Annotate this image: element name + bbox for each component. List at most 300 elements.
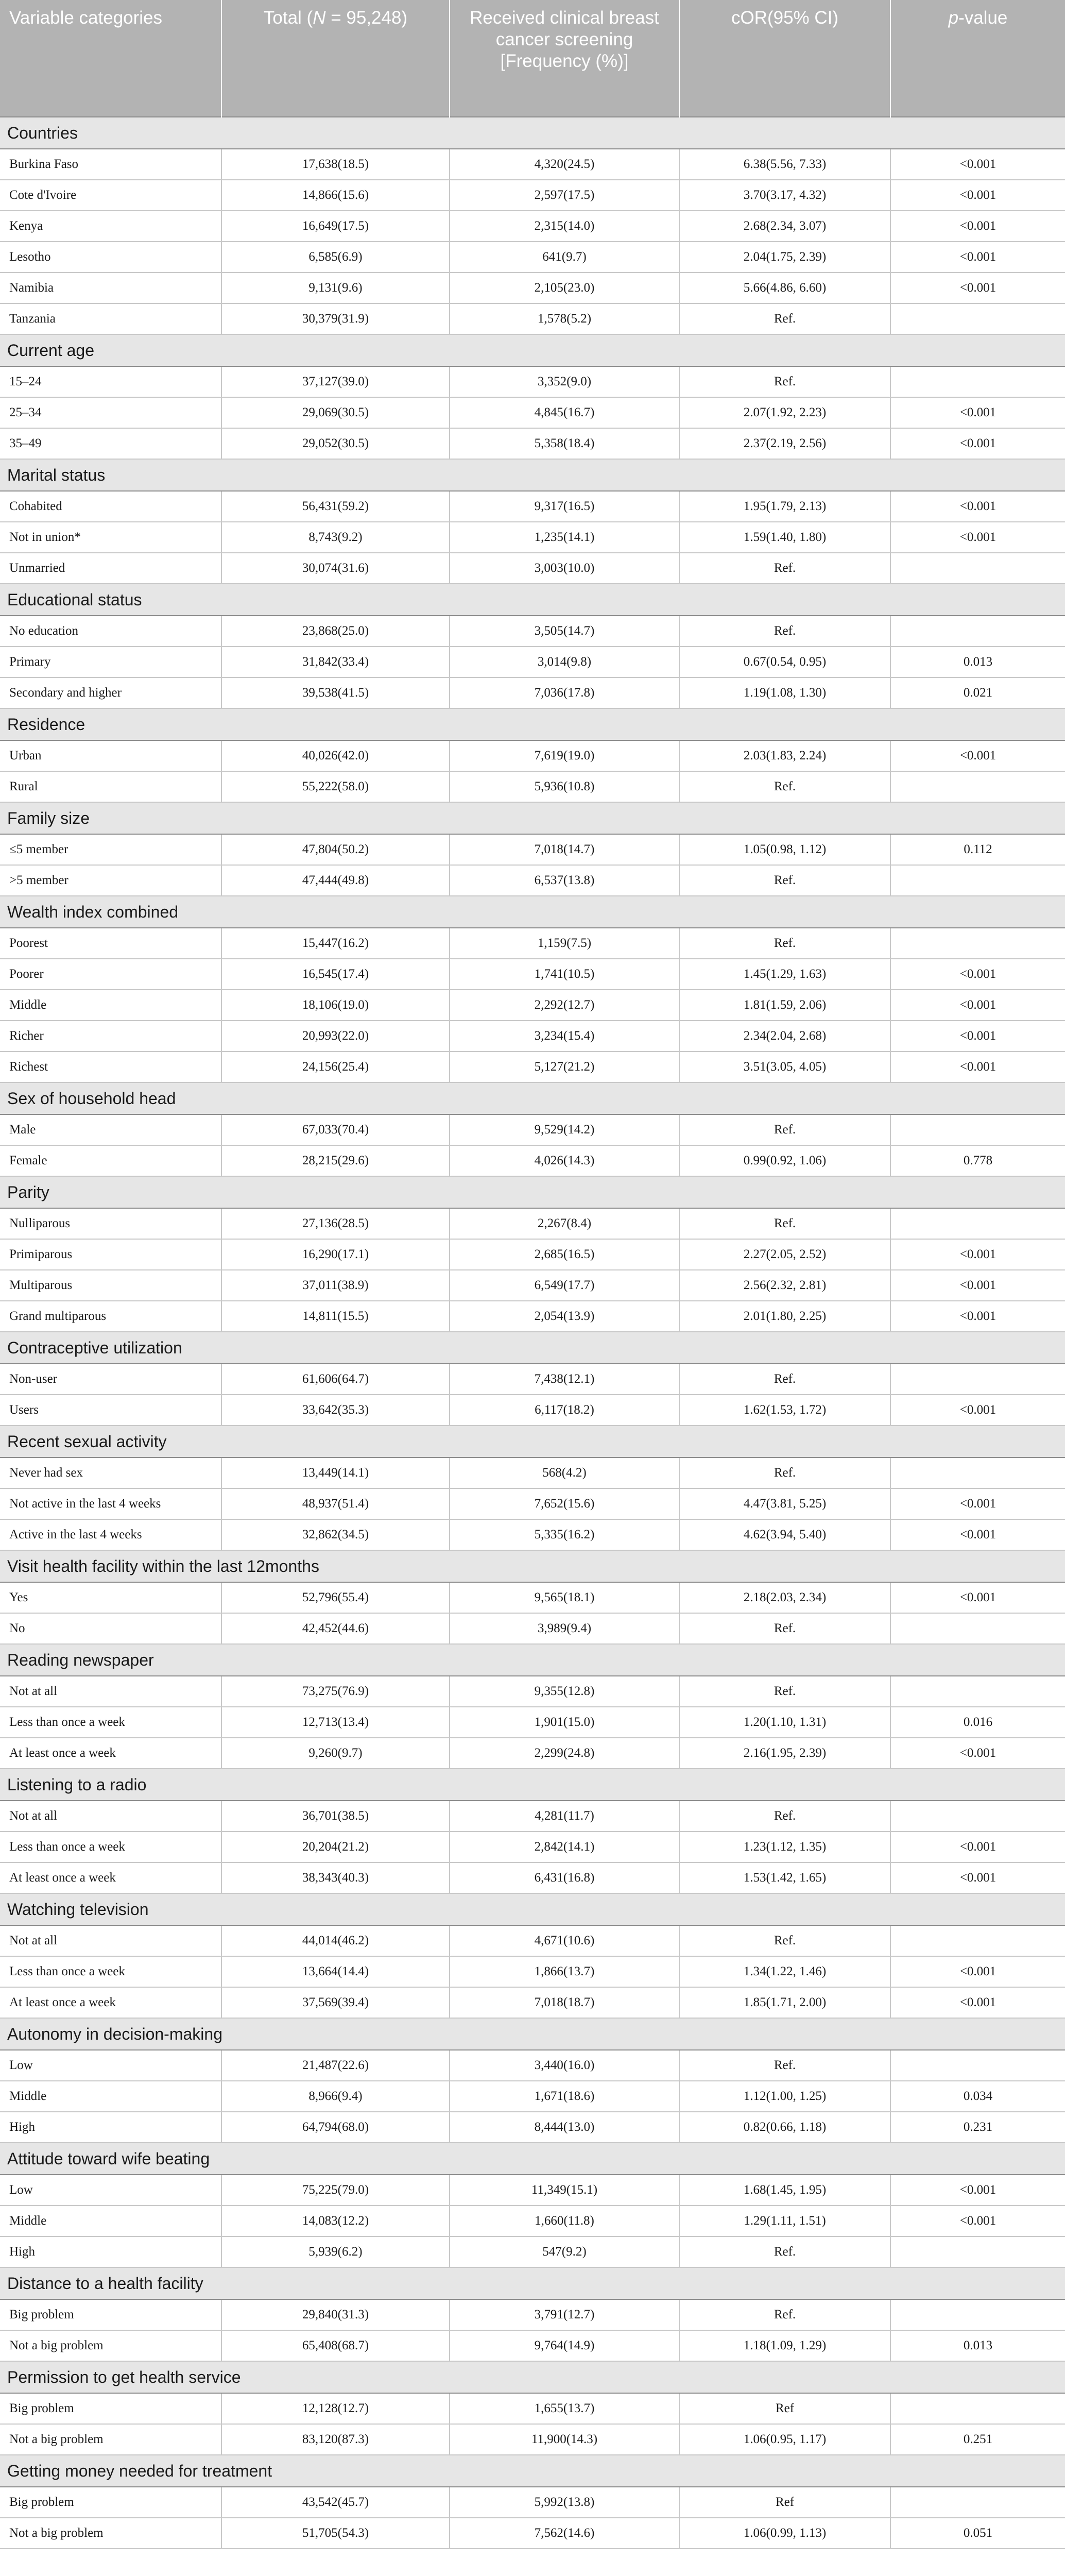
category-title: Marital status <box>0 459 1065 491</box>
cell-received: 4,281(11.7) <box>450 1801 679 1832</box>
cell-total: 48,937(51.4) <box>221 1488 450 1519</box>
cell-received: 9,565(18.1) <box>450 1582 679 1613</box>
cell-variable: Rural <box>0 771 221 802</box>
cell-cor: 4.47(3.81, 5.25) <box>679 1488 890 1519</box>
cell-cor: Ref. <box>679 1801 890 1832</box>
category-row <box>0 1769 1065 1801</box>
cell-variable: Urban <box>0 740 221 771</box>
cell-received: 547(9.2) <box>450 2236 679 2267</box>
cell-total: 8,743(9.2) <box>221 522 450 553</box>
cell-cor: 1.85(1.71, 2.00) <box>679 1987 890 2018</box>
table-row <box>0 2112 1065 2143</box>
cell-received: 3,505(14.7) <box>450 616 679 647</box>
header-cor: cOR(95% CI) <box>679 0 890 117</box>
cell-total: 28,215(29.6) <box>221 1145 450 1176</box>
cell-total: 23,868(25.0) <box>221 616 450 647</box>
cell-variable: Active in the last 4 weeks <box>0 1519 221 1550</box>
table-row <box>0 242 1065 273</box>
header-received: Received clinical breast cancer screening [Frequency (%)] <box>450 0 679 117</box>
cell-p-value: <0.001 <box>890 1239 1065 1270</box>
table-row <box>0 1021 1065 1052</box>
cell-variable: At least once a week <box>0 1987 221 2018</box>
header-variable: Variable categories <box>0 0 221 117</box>
cell-p-value: <0.001 <box>890 180 1065 211</box>
table-row <box>0 1676 1065 1707</box>
table-row <box>0 397 1065 428</box>
cell-p-value <box>890 928 1065 959</box>
cell-p-value: <0.001 <box>890 273 1065 303</box>
cell-p-value: <0.001 <box>890 1956 1065 1987</box>
cell-p-value <box>890 2393 1065 2424</box>
cell-received: 11,349(15.1) <box>450 2175 679 2206</box>
table-row <box>0 1862 1065 1893</box>
cell-total: 56,431(59.2) <box>221 491 450 522</box>
cell-received: 1,235(14.1) <box>450 522 679 553</box>
category-row <box>0 708 1065 740</box>
category-title: Autonomy in decision-making <box>0 2018 1065 2050</box>
cell-variable: Less than once a week <box>0 1707 221 1738</box>
cell-p-value: <0.001 <box>890 740 1065 771</box>
cell-received: 1,159(7.5) <box>450 928 679 959</box>
cell-total: 14,083(12.2) <box>221 2206 450 2236</box>
cell-received: 5,936(10.8) <box>450 771 679 802</box>
table-row <box>0 2518 1065 2549</box>
cell-p-value <box>890 1208 1065 1239</box>
cell-cor: 1.06(0.95, 1.17) <box>679 2424 890 2455</box>
cell-p-value <box>890 1801 1065 1832</box>
cell-p-value <box>890 553 1065 584</box>
cell-variable: Never had sex <box>0 1458 221 1488</box>
cell-cor: 2.03(1.83, 2.24) <box>679 740 890 771</box>
cell-cor: 1.19(1.08, 1.30) <box>679 677 890 708</box>
cell-cor: 2.34(2.04, 2.68) <box>679 1021 890 1052</box>
category-row <box>0 802 1065 834</box>
cell-total: 47,444(49.8) <box>221 865 450 896</box>
cell-received: 1,901(15.0) <box>450 1707 679 1738</box>
cell-total: 37,569(39.4) <box>221 1987 450 2018</box>
cell-variable: 25–34 <box>0 397 221 428</box>
cell-variable: Big problem <box>0 2487 221 2518</box>
cell-cor: 2.16(1.95, 2.39) <box>679 1738 890 1769</box>
cell-received: 4,320(24.5) <box>450 149 679 180</box>
cell-total: 37,127(39.0) <box>221 366 450 397</box>
table-row <box>0 211 1065 242</box>
cell-received: 7,619(19.0) <box>450 740 679 771</box>
cell-total: 21,487(22.6) <box>221 2050 450 2081</box>
cell-p-value: <0.001 <box>890 242 1065 273</box>
category-title: Educational status <box>0 584 1065 616</box>
cell-received: 2,299(24.8) <box>450 1738 679 1769</box>
cell-total: 29,840(31.3) <box>221 2299 450 2330</box>
cell-cor: 1.59(1.40, 1.80) <box>679 522 890 553</box>
cell-cor: 1.81(1.59, 2.06) <box>679 990 890 1021</box>
cell-cor: Ref. <box>679 1925 890 1956</box>
cell-variable: Middle <box>0 2206 221 2236</box>
cell-variable: Less than once a week <box>0 1956 221 1987</box>
header-p-value <box>890 0 1065 117</box>
category-title: Reading newspaper <box>0 1644 1065 1676</box>
cell-p-value: <0.001 <box>890 1052 1065 1082</box>
cell-total: 16,649(17.5) <box>221 211 450 242</box>
cell-total: 16,545(17.4) <box>221 959 450 990</box>
cell-received: 3,014(9.8) <box>450 647 679 677</box>
cell-p-value <box>890 2050 1065 2081</box>
table-row <box>0 303 1065 334</box>
cell-cor: Ref. <box>679 2236 890 2267</box>
header-total-suffix: = 95,248) <box>325 8 408 28</box>
cell-total: 18,106(19.0) <box>221 990 450 1021</box>
table-row <box>0 2393 1065 2424</box>
cell-received: 2,054(13.9) <box>450 1301 679 1332</box>
cell-variable: Low <box>0 2175 221 2206</box>
cell-p-value: <0.001 <box>890 1738 1065 1769</box>
cell-cor: 2.27(2.05, 2.52) <box>679 1239 890 1270</box>
table-body <box>0 117 1065 2549</box>
cell-p-value: <0.001 <box>890 1488 1065 1519</box>
category-row <box>0 1644 1065 1676</box>
table-row <box>0 865 1065 896</box>
cell-p-value <box>890 1114 1065 1145</box>
table-row <box>0 1832 1065 1862</box>
category-row <box>0 2267 1065 2299</box>
table-row <box>0 1239 1065 1270</box>
cell-cor: Ref. <box>679 1364 890 1395</box>
cell-total: 64,794(68.0) <box>221 2112 450 2143</box>
cell-variable: Female <box>0 1145 221 1176</box>
cell-total: 29,069(30.5) <box>221 397 450 428</box>
cell-variable: Richer <box>0 1021 221 1052</box>
category-row <box>0 1426 1065 1458</box>
cell-variable: Not a big problem <box>0 2330 221 2361</box>
table-row <box>0 1707 1065 1738</box>
cell-received: 1,655(13.7) <box>450 2393 679 2424</box>
cell-received: 11,900(14.3) <box>450 2424 679 2455</box>
cell-p-value: <0.001 <box>890 428 1065 459</box>
cell-received: 7,438(12.1) <box>450 1364 679 1395</box>
cell-cor: 0.82(0.66, 1.18) <box>679 2112 890 2143</box>
cell-received: 9,355(12.8) <box>450 1676 679 1707</box>
cell-total: 40,026(42.0) <box>221 740 450 771</box>
cell-variable: Namibia <box>0 273 221 303</box>
header-p-suffix: -value <box>958 8 1008 28</box>
table-row <box>0 180 1065 211</box>
table-row <box>0 1052 1065 1082</box>
table-row <box>0 273 1065 303</box>
table-row <box>0 1488 1065 1519</box>
cell-received: 5,358(18.4) <box>450 428 679 459</box>
cell-received: 4,845(16.7) <box>450 397 679 428</box>
cell-received: 9,317(16.5) <box>450 491 679 522</box>
cell-cor: Ref. <box>679 553 890 584</box>
table-row <box>0 616 1065 647</box>
cell-total: 14,866(15.6) <box>221 180 450 211</box>
category-title: Parity <box>0 1176 1065 1208</box>
cell-total: 30,379(31.9) <box>221 303 450 334</box>
cell-received: 9,529(14.2) <box>450 1114 679 1145</box>
table-row <box>0 2206 1065 2236</box>
cell-p-value: <0.001 <box>890 1301 1065 1332</box>
table-row <box>0 2175 1065 2206</box>
cell-p-value: <0.001 <box>890 522 1065 553</box>
cell-total: 6,585(6.9) <box>221 242 450 273</box>
category-title: Listening to a radio <box>0 1769 1065 1801</box>
cell-cor: 1.20(1.10, 1.31) <box>679 1707 890 1738</box>
cell-received: 1,866(13.7) <box>450 1956 679 1987</box>
cell-cor: Ref. <box>679 1458 890 1488</box>
cell-received: 2,315(14.0) <box>450 211 679 242</box>
cell-received: 641(9.7) <box>450 242 679 273</box>
cell-cor: 5.66(4.86, 6.60) <box>679 273 890 303</box>
cell-total: 33,642(35.3) <box>221 1395 450 1426</box>
cell-cor: 3.51(3.05, 4.05) <box>679 1052 890 1082</box>
category-title: Sex of household head <box>0 1082 1065 1114</box>
cell-p-value <box>890 1364 1065 1395</box>
cell-variable: Burkina Faso <box>0 149 221 180</box>
table-row <box>0 428 1065 459</box>
cell-variable: Less than once a week <box>0 1832 221 1862</box>
cell-p-value: <0.001 <box>890 2175 1065 2206</box>
cell-variable: High <box>0 2112 221 2143</box>
table-row <box>0 2299 1065 2330</box>
cell-total: 17,638(18.5) <box>221 149 450 180</box>
cell-p-value: <0.001 <box>890 397 1065 428</box>
cell-p-value: <0.001 <box>890 1832 1065 1862</box>
cell-p-value <box>890 1925 1065 1956</box>
cell-cor: 2.68(2.34, 3.07) <box>679 211 890 242</box>
cell-p-value: 0.778 <box>890 1145 1065 1176</box>
cell-variable: Not active in the last 4 weeks <box>0 1488 221 1519</box>
table-row <box>0 1519 1065 1550</box>
cell-total: 83,120(87.3) <box>221 2424 450 2455</box>
header-total-n: N <box>313 8 326 28</box>
cell-received: 2,685(16.5) <box>450 1239 679 1270</box>
cell-total: 61,606(64.7) <box>221 1364 450 1395</box>
cell-p-value: 0.016 <box>890 1707 1065 1738</box>
category-title: Getting money needed for treatment <box>0 2455 1065 2487</box>
cell-total: 31,842(33.4) <box>221 647 450 677</box>
table-row <box>0 834 1065 865</box>
cell-total: 13,664(14.4) <box>221 1956 450 1987</box>
cell-cor: 1.45(1.29, 1.63) <box>679 959 890 990</box>
cell-received: 5,127(21.2) <box>450 1052 679 1082</box>
table-row <box>0 677 1065 708</box>
cell-received: 6,431(16.8) <box>450 1862 679 1893</box>
cell-cor: Ref <box>679 2393 890 2424</box>
cell-total: 51,705(54.3) <box>221 2518 450 2549</box>
cell-cor: Ref. <box>679 1208 890 1239</box>
cell-p-value: <0.001 <box>890 1395 1065 1426</box>
cell-cor: 0.99(0.92, 1.06) <box>679 1145 890 1176</box>
cell-variable: Primary <box>0 647 221 677</box>
cell-cor: 2.01(1.80, 2.25) <box>679 1301 890 1332</box>
category-row <box>0 2143 1065 2175</box>
cell-cor: 2.56(2.32, 2.81) <box>679 1270 890 1301</box>
cell-variable: Poorest <box>0 928 221 959</box>
cell-cor: 4.62(3.94, 5.40) <box>679 1519 890 1550</box>
cell-p-value: <0.001 <box>890 491 1065 522</box>
cell-p-value: <0.001 <box>890 2206 1065 2236</box>
table-row <box>0 2424 1065 2455</box>
cell-total: 12,128(12.7) <box>221 2393 450 2424</box>
cell-variable: At least once a week <box>0 1738 221 1769</box>
cell-variable: Unmarried <box>0 553 221 584</box>
cell-variable: 35–49 <box>0 428 221 459</box>
cell-variable: Middle <box>0 2081 221 2112</box>
cell-total: 43,542(45.7) <box>221 2487 450 2518</box>
category-title: Permission to get health service <box>0 2361 1065 2393</box>
cell-received: 7,652(15.6) <box>450 1488 679 1519</box>
table-row <box>0 740 1065 771</box>
cell-cor: 1.68(1.45, 1.95) <box>679 2175 890 2206</box>
table-row <box>0 1738 1065 1769</box>
cell-variable: >5 member <box>0 865 221 896</box>
cell-variable: ≤5 member <box>0 834 221 865</box>
cell-received: 2,292(12.7) <box>450 990 679 1021</box>
cell-received: 7,036(17.8) <box>450 677 679 708</box>
cell-total: 9,131(9.6) <box>221 273 450 303</box>
cell-total: 55,222(58.0) <box>221 771 450 802</box>
cell-cor: Ref. <box>679 1613 890 1644</box>
cell-cor: 2.18(2.03, 2.34) <box>679 1582 890 1613</box>
cell-cor: Ref. <box>679 771 890 802</box>
cell-received: 5,335(16.2) <box>450 1519 679 1550</box>
cell-received: 2,597(17.5) <box>450 180 679 211</box>
cell-variable: Lesotho <box>0 242 221 273</box>
category-title: Family size <box>0 802 1065 834</box>
cell-total: 12,713(13.4) <box>221 1707 450 1738</box>
cell-variable: Cote d'Ivoire <box>0 180 221 211</box>
category-row <box>0 584 1065 616</box>
table-row <box>0 959 1065 990</box>
category-title: Distance to a health facility <box>0 2267 1065 2299</box>
cell-cor: 6.38(5.56, 7.33) <box>679 149 890 180</box>
cell-p-value <box>890 2487 1065 2518</box>
cell-variable: Poorer <box>0 959 221 990</box>
cell-variable: Multiparous <box>0 1270 221 1301</box>
cell-variable: Middle <box>0 990 221 1021</box>
table-row <box>0 1582 1065 1613</box>
cell-received: 9,764(14.9) <box>450 2330 679 2361</box>
cell-received: 2,267(8.4) <box>450 1208 679 1239</box>
cell-total: 5,939(6.2) <box>221 2236 450 2267</box>
cell-total: 39,538(41.5) <box>221 677 450 708</box>
category-title: Wealth index combined <box>0 896 1065 928</box>
category-row <box>0 2455 1065 2487</box>
cell-p-value <box>890 1676 1065 1707</box>
cell-received: 3,440(16.0) <box>450 2050 679 2081</box>
cell-cor: Ref. <box>679 616 890 647</box>
category-title: Countries <box>0 117 1065 149</box>
cell-variable: Male <box>0 1114 221 1145</box>
cell-total: 16,290(17.1) <box>221 1239 450 1270</box>
cell-total: 44,014(46.2) <box>221 1925 450 1956</box>
cell-received: 6,537(13.8) <box>450 865 679 896</box>
cell-variable: Cohabited <box>0 491 221 522</box>
cell-cor: 1.23(1.12, 1.35) <box>679 1832 890 1862</box>
cell-variable: Not at all <box>0 1676 221 1707</box>
cell-total: 73,275(76.9) <box>221 1676 450 1707</box>
category-row <box>0 334 1065 366</box>
table-row <box>0 1208 1065 1239</box>
table-row <box>0 771 1065 802</box>
cell-cor: Ref. <box>679 865 890 896</box>
category-title: Attitude toward wife beating <box>0 2143 1065 2175</box>
cell-p-value <box>890 366 1065 397</box>
cell-total: 47,804(50.2) <box>221 834 450 865</box>
cell-received: 6,549(17.7) <box>450 1270 679 1301</box>
cell-received: 7,018(14.7) <box>450 834 679 865</box>
cell-received: 2,842(14.1) <box>450 1832 679 1862</box>
table-row <box>0 491 1065 522</box>
table-row <box>0 1613 1065 1644</box>
cell-received: 4,026(14.3) <box>450 1145 679 1176</box>
header-p-letter: p <box>948 8 959 28</box>
cell-received: 2,105(23.0) <box>450 273 679 303</box>
category-title: Recent sexual activity <box>0 1426 1065 1458</box>
cell-p-value <box>890 1458 1065 1488</box>
cell-total: 8,966(9.4) <box>221 2081 450 2112</box>
cell-p-value <box>890 1613 1065 1644</box>
cell-p-value: 0.013 <box>890 2330 1065 2361</box>
cell-received: 1,741(10.5) <box>450 959 679 990</box>
cell-received: 4,671(10.6) <box>450 1925 679 1956</box>
cell-variable: 15–24 <box>0 366 221 397</box>
cell-received: 1,578(5.2) <box>450 303 679 334</box>
cell-total: 9,260(9.7) <box>221 1738 450 1769</box>
cell-variable: No education <box>0 616 221 647</box>
table-row <box>0 647 1065 677</box>
category-row <box>0 1176 1065 1208</box>
category-title: Residence <box>0 708 1065 740</box>
cell-cor: Ref. <box>679 303 890 334</box>
table-row <box>0 366 1065 397</box>
cell-cor: 2.07(1.92, 2.23) <box>679 397 890 428</box>
cell-variable: Primiparous <box>0 1239 221 1270</box>
cell-variable: Not a big problem <box>0 2518 221 2549</box>
cell-variable: Richest <box>0 1052 221 1082</box>
cell-received: 1,671(18.6) <box>450 2081 679 2112</box>
category-title: Current age <box>0 334 1065 366</box>
cell-variable: Not in union* <box>0 522 221 553</box>
cell-cor: 2.04(1.75, 2.39) <box>679 242 890 273</box>
cell-cor: 1.53(1.42, 1.65) <box>679 1862 890 1893</box>
cell-total: 32,862(34.5) <box>221 1519 450 1550</box>
cell-p-value: 0.013 <box>890 647 1065 677</box>
cell-cor: Ref. <box>679 928 890 959</box>
cell-p-value: 0.251 <box>890 2424 1065 2455</box>
cell-p-value: <0.001 <box>890 959 1065 990</box>
cell-variable: No <box>0 1613 221 1644</box>
cell-variable: Tanzania <box>0 303 221 334</box>
table-row <box>0 1801 1065 1832</box>
cell-cor: 0.67(0.54, 0.95) <box>679 647 890 677</box>
category-row <box>0 1550 1065 1582</box>
cell-variable: Not a big problem <box>0 2424 221 2455</box>
cell-variable: Grand multiparous <box>0 1301 221 1332</box>
table-row <box>0 2236 1065 2267</box>
cell-cor: 1.06(0.99, 1.13) <box>679 2518 890 2549</box>
cell-cor: 1.29(1.11, 1.51) <box>679 2206 890 2236</box>
cell-cor: 2.37(2.19, 2.56) <box>679 428 890 459</box>
cell-total: 36,701(38.5) <box>221 1801 450 1832</box>
category-row <box>0 896 1065 928</box>
cell-received: 568(4.2) <box>450 1458 679 1488</box>
cell-cor: Ref. <box>679 2299 890 2330</box>
cell-received: 8,444(13.0) <box>450 2112 679 2143</box>
category-title: Contraceptive utilization <box>0 1332 1065 1364</box>
table-row <box>0 1364 1065 1395</box>
cell-p-value: <0.001 <box>890 1987 1065 2018</box>
